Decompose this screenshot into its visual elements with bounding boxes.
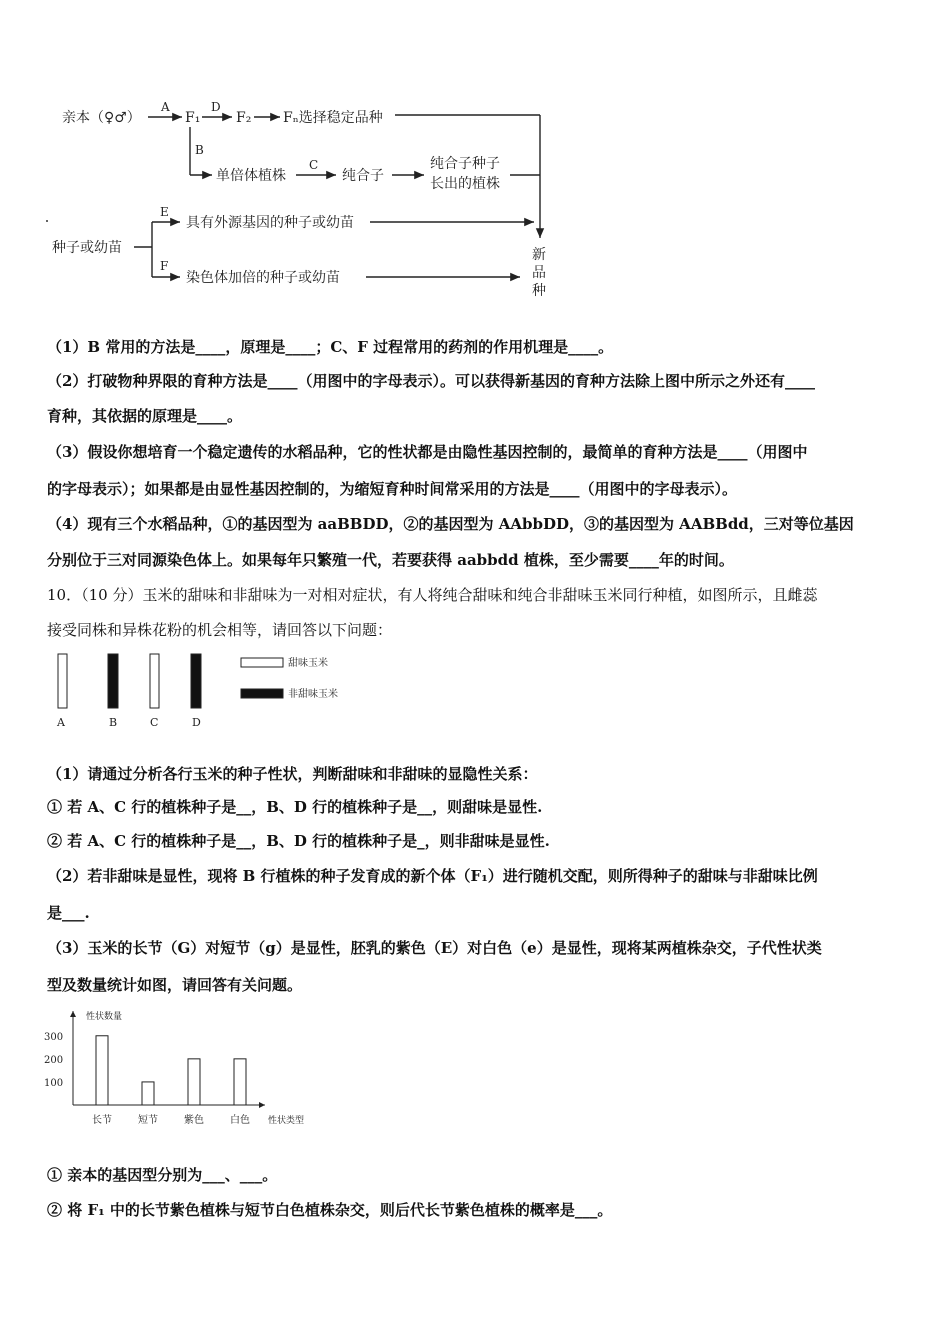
y-tick-label: 300: [44, 1031, 64, 1043]
foreign-gene-label: 具有外源基因的种子或幼苗: [186, 215, 354, 231]
q10-sub3-q1: ① 亲本的基因型分别为___、___。: [47, 1166, 278, 1184]
new-variety-char-2: 品: [532, 265, 546, 281]
q10-title-line1: 10．（10 分）玉米的甜味和非甜味为一对相对症状，有人将纯合甜味和纯合非甜味玉米同行种植，如图所示，且雌蕊: [47, 586, 818, 604]
new-variety-char-1: 新: [532, 247, 546, 263]
legend-nonsweet-swatch: [241, 689, 283, 698]
arrow-label-e: E: [160, 205, 169, 219]
q9-part3-line2: 的字母表示）；如果都是由显性基因控制的，为缩短育种时间常采用的方法是____（用图中的字母表示）。: [47, 480, 738, 498]
y-tick-label: 100: [44, 1077, 64, 1089]
x-axis-label: 性状类型: [268, 1116, 305, 1126]
bar-3: [188, 1059, 200, 1105]
q10-title-line2: 接受同株和异株花粉的机会相等，请回答以下问题：: [47, 621, 393, 639]
arrow-label-a: A: [161, 100, 170, 114]
q9-part1: （1）B 常用的方法是____，原理是____；C、F 过程常用的药剂的作用机理是____。: [47, 338, 614, 356]
q9-part2-line2: 育种，其依据的原理是____。: [47, 407, 243, 425]
q10-sub1: （1）请通过分析各行玉米的种子性状，判断甜味和非甜味的显隐性关系：: [47, 765, 538, 783]
arrow-label-b: B: [195, 143, 204, 157]
row-label-a: A: [57, 716, 65, 729]
y-tick-label: 200: [44, 1054, 64, 1066]
new-variety-char-3: 种: [532, 283, 546, 299]
bar-4: [234, 1059, 246, 1105]
q10-sub2-line2: 是___.: [47, 904, 90, 922]
homozygote-label: 纯合子: [342, 168, 384, 184]
trait-count-chart: [40, 1005, 340, 1135]
q10-sub1-a: ① 若 A、C 行的植株种子是__，B、D 行的植株种子是__，则甜味是显性.: [47, 798, 543, 816]
fn-label: Fₙ选择稳定品种: [283, 110, 383, 126]
homozygote-seed-label-1: 纯合子种子: [430, 156, 500, 172]
q9-part4-line1: （4）现有三个水稻品种，①的基因型为 aaBBDD，②的基因型为 AAbbDD，③的基因型为 AABBdd，三对等位基因: [47, 515, 854, 533]
q9-part3-line1: （3）假设你想培育一个稳定遗传的水稻品种，它的性状都是由隐性基因控制的，最简单的育种方法是____（用图中: [47, 443, 808, 461]
doubled-label: 染色体加倍的种子或幼苗: [186, 270, 340, 286]
q10-sub2-line1: （2）若非甜味是显性，现将 B 行植株的种子发育成的新个体（F₁）进行随机交配，则所得种子的甜味与非甜味比例: [47, 867, 818, 885]
row-label-c: C: [150, 716, 159, 729]
row-label-d: D: [192, 716, 201, 729]
q10-sub3-q2: ② 将 F₁ 中的长节紫色植株与短节白色植株杂交，则后代长节紫色植株的概率是___。: [47, 1201, 613, 1219]
parent-label: 亲本（♀♂）: [62, 110, 141, 126]
legend-nonsweet-label: 非甜味玉米: [288, 689, 338, 700]
arrow-label-f: F: [160, 259, 169, 273]
row-a-bar: [58, 654, 67, 708]
row-c-bar: [150, 654, 159, 708]
q10-sub3-line1: （3）玉米的长节（G）对短节（g）是显性，胚乳的紫色（E）对白色（e）是显性，现将某两植株杂交，子代性状类: [47, 939, 822, 957]
bar-2: [142, 1082, 154, 1105]
x-tick-label: 长节: [92, 1115, 112, 1126]
x-tick-label: 紫色: [184, 1115, 204, 1126]
corn-rows-figure: [50, 648, 370, 738]
breeding-diagram: [40, 95, 560, 310]
y-axis-label: 性状数量: [86, 1012, 123, 1022]
q10-sub3-line2: 型及数量统计如图，请回答有关问题。: [47, 976, 303, 994]
row-d-bar: [191, 654, 201, 708]
row-b-bar: [108, 654, 118, 708]
legend-sweet-swatch: [241, 658, 283, 667]
q9-part4-line2: 分别位于三对同源染色体上。如果每年只繁殖一代，若要获得 aabbdd 植株，至少需要____年的时间。: [47, 551, 734, 569]
seed-label: 种子或幼苗: [52, 240, 122, 256]
q10-sub1-b: ② 若 A、C 行的植株种子是__，B、D 行的植株种子是_，则非甜味是显性.: [47, 832, 550, 850]
homozygote-seed-label-2: 长出的植株: [430, 176, 500, 192]
f1-label: F₁: [185, 110, 201, 126]
x-tick-label: 短节: [138, 1115, 158, 1126]
x-tick-label: 白色: [230, 1115, 250, 1126]
arrow-label-d: D: [211, 100, 221, 114]
haploid-label: 单倍体植株: [216, 168, 286, 184]
row-label-b: B: [109, 716, 118, 729]
q9-part2-line1: （2）打破物种界限的育种方法是____（用图中的字母表示）。可以获得新基因的育种方法除上图中所示之外还有____: [47, 372, 815, 390]
f2-label: F₂: [236, 110, 252, 126]
bar-1: [96, 1036, 108, 1105]
arrow-label-c: C: [309, 158, 319, 172]
legend-sweet-label: 甜味玉米: [288, 658, 328, 669]
